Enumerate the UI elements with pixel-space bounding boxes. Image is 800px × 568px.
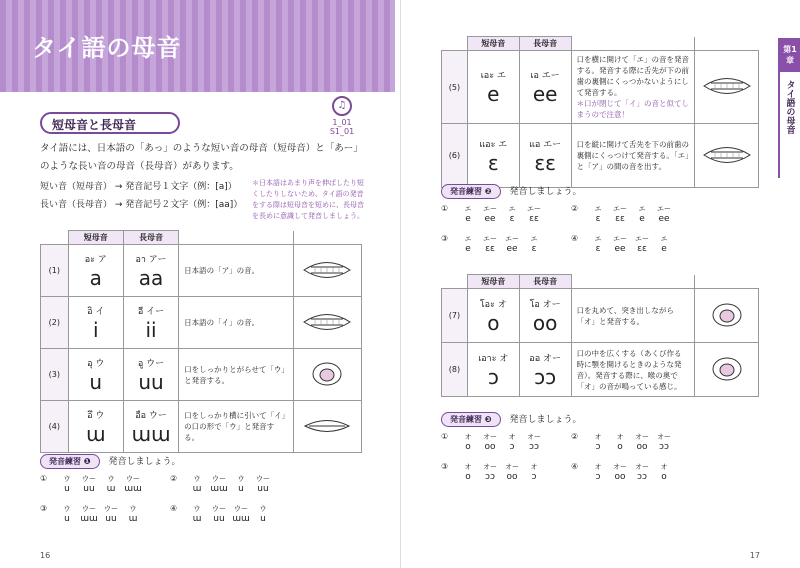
- drill-item: [252, 474, 274, 494]
- long-vowel-cell: [123, 349, 178, 401]
- short-vowel-cell: [68, 297, 123, 349]
- mouth-illustration: [293, 245, 361, 297]
- exercise-3-text: 発音しましょう。: [509, 415, 582, 425]
- drill-kana: エー: [613, 205, 627, 213]
- long-vowel-cell: [123, 245, 178, 297]
- drill-phonetic: uu: [105, 514, 117, 524]
- drill-row: [170, 504, 274, 524]
- drill-phonetic: ɔɔ: [485, 472, 495, 482]
- drill-label: ④: [571, 462, 579, 471]
- exercise-3-drill: [441, 432, 675, 492]
- drill-phonetic: ɔ: [595, 442, 601, 452]
- drill-kana: オー: [527, 433, 541, 441]
- drill-kana: ウー: [212, 505, 226, 513]
- long-phonetic: ɛɛ: [534, 150, 556, 175]
- drill-kana: エー: [527, 205, 541, 213]
- description: [179, 349, 294, 401]
- drill-kana: オ: [530, 463, 538, 471]
- rule-short: 短い音（短母音） → 発音記号１文字（例：[a]）: [40, 182, 237, 192]
- drill-kana: ウ: [129, 505, 137, 513]
- exercise-3-badge: 発音練習 ❸: [441, 412, 501, 427]
- drill-item: [631, 234, 653, 254]
- vowel-row: [41, 349, 362, 401]
- drill-kana: オー: [613, 463, 627, 471]
- drill-phonetic: u: [260, 514, 266, 524]
- vowel-table-right-2: [441, 274, 759, 397]
- page-number-right: 17: [749, 551, 760, 560]
- drill-item: [609, 432, 631, 452]
- right-page: [400, 0, 800, 568]
- drill-item: [653, 204, 675, 224]
- long-vowel-cell: [519, 124, 571, 188]
- row-number: (1): [41, 245, 69, 297]
- drill-row: [40, 504, 144, 524]
- drill-item: [609, 234, 631, 254]
- drill-kana: ウ: [237, 475, 245, 483]
- short-thai: เอาะ オ: [478, 353, 509, 364]
- exercise-1-text: 発音しましょう。: [108, 457, 181, 467]
- short-vowel-cell: [467, 343, 519, 397]
- short-thai: อุ ウ: [87, 358, 105, 369]
- drill-kana: オー: [635, 463, 649, 471]
- long-vowel-cell: [123, 297, 178, 349]
- drill-item: [587, 204, 609, 224]
- chapter-title: タイ語の母音: [784, 80, 795, 134]
- exercise-2-text: 発音しましょう。: [509, 187, 582, 197]
- description-text: 日本語の「イ」の音。: [184, 318, 260, 327]
- mouth-illustration: [695, 124, 759, 188]
- drill-phonetic: ɛ: [595, 214, 601, 224]
- description-text: 口をしっかり横に引いて「イ」の口の形で「ウ」と発音する。: [184, 411, 286, 442]
- head-short-3: 短母音: [467, 275, 519, 289]
- drill-item: [479, 204, 501, 224]
- long-thai: เอ エー: [530, 71, 560, 81]
- short-thai: โอะ オ: [479, 299, 507, 310]
- drill-item: [479, 462, 501, 482]
- drill-item: [56, 474, 78, 494]
- long-phonetic: ii: [145, 317, 157, 342]
- drill-item: [479, 432, 501, 452]
- drill-kana: ウー: [82, 475, 96, 483]
- exercise-1-badge: 発音練習 ❶: [40, 454, 100, 469]
- drill-phonetic: ɛɛ: [485, 244, 495, 254]
- drill-item: [609, 462, 631, 482]
- head-long-2: 長母音: [519, 37, 571, 51]
- drill-row: [571, 462, 675, 482]
- note: ＊日本語はあまり声を伸ばしたり短くしたりしないため、タイ語の発音をする際は短母音を短めに、長母音を長めに意識して発音しましょう。: [252, 179, 364, 220]
- drill-item: [100, 474, 122, 494]
- drill-phonetic: ee: [614, 244, 626, 254]
- drill-item: [457, 462, 479, 482]
- drill-item: [100, 504, 122, 524]
- drill-item: [587, 462, 609, 482]
- long-thai: โอ オー: [529, 299, 561, 310]
- drill-row: [441, 204, 545, 224]
- short-phonetic: e: [487, 82, 500, 106]
- drill-phonetic: ɯ: [192, 514, 202, 524]
- row-number: (2): [41, 297, 69, 349]
- drill-item: [523, 204, 545, 224]
- drill-item: [186, 504, 208, 524]
- drill-phonetic: uu: [83, 484, 95, 494]
- drill-kana: ウ: [259, 505, 267, 513]
- drill-item: [252, 504, 274, 524]
- vowel-row: [41, 401, 362, 453]
- drill-phonetic: u: [64, 484, 70, 494]
- headphones-icon: ♫: [332, 96, 352, 116]
- long-thai: ออ オー: [529, 353, 561, 364]
- drill-kana: エ: [464, 235, 472, 243]
- drill-phonetic: ɯɯ: [124, 484, 142, 494]
- drill-kana: エー: [613, 235, 627, 243]
- drill-label: ③: [441, 234, 449, 243]
- vowel-row: [442, 124, 759, 188]
- drill-kana: エー: [635, 235, 649, 243]
- short-thai: อะ ア: [84, 254, 107, 265]
- drill-kana: エー: [483, 205, 497, 213]
- drill-row: [441, 462, 545, 482]
- mouth-illustration: [695, 343, 759, 397]
- drill-label: ①: [441, 204, 449, 213]
- drill-kana: エ: [594, 235, 602, 243]
- drill-phonetic: oo: [614, 472, 626, 482]
- drill-kana: エ: [638, 205, 646, 213]
- head-short: 短母音: [68, 231, 123, 245]
- long-thai: แอ エー: [529, 139, 562, 150]
- drill-phonetic: ɛɛ: [615, 214, 625, 224]
- exercise-2-drill: [441, 204, 675, 264]
- drill-item: [230, 474, 252, 494]
- long-phonetic: oo: [532, 310, 558, 335]
- drill-item: [631, 462, 653, 482]
- description: [571, 343, 694, 397]
- drill-kana: エ: [594, 205, 602, 213]
- drill-phonetic: ɯ: [106, 484, 116, 494]
- drill-item: [457, 432, 479, 452]
- drill-kana: オ: [616, 433, 624, 441]
- drill-item: [587, 432, 609, 452]
- chapter-tab: [778, 38, 800, 178]
- mouth-illustration: [695, 289, 759, 343]
- drill-kana: オ: [660, 463, 668, 471]
- drill-phonetic: ɯɯ: [210, 484, 228, 494]
- mouth-illustration: [293, 401, 361, 453]
- drill-item: [78, 504, 100, 524]
- description-text: 口を丸めて、突き出しながら「オ」と発音する。: [576, 305, 674, 326]
- audio-track-1: 1_01: [332, 118, 352, 127]
- drill-phonetic: ɛ: [509, 214, 515, 224]
- short-vowel-cell: [467, 124, 519, 188]
- drill-phonetic: ee: [658, 214, 670, 224]
- intro-text: タイ語には、日本語の「あっ」のような短い音の母音（短母音）と「あー」のような長い音の母音（長母音）があります。: [40, 143, 358, 172]
- drill-kana: ウー: [234, 505, 248, 513]
- drill-phonetic: e: [661, 244, 667, 254]
- long-phonetic: ee: [532, 82, 558, 106]
- long-thai: อือ ウー: [135, 410, 167, 421]
- drill-label: ②: [571, 204, 579, 213]
- drill-kana: オー: [483, 433, 497, 441]
- drill-kana: オー: [657, 433, 671, 441]
- drill-label: ④: [170, 504, 178, 513]
- drill-row: [40, 474, 144, 494]
- drill-kana: オー: [635, 433, 649, 441]
- short-vowel-cell: [68, 245, 123, 297]
- drill-phonetic: o: [465, 472, 471, 482]
- row-number: (6): [442, 124, 468, 188]
- description: [179, 401, 294, 453]
- drill-item: [631, 204, 653, 224]
- description-text: 口を縦に開けて舌先を下の前歯の裏側にくっつけて発音する。「エ」と「ア」の間の音を出す。: [576, 140, 690, 171]
- short-phonetic: ɛ: [487, 150, 499, 175]
- vowel-row: [41, 245, 362, 297]
- drill-label: ④: [571, 234, 579, 243]
- drill-item: [609, 204, 631, 224]
- long-phonetic: ɯɯ: [131, 421, 171, 446]
- vowel-table-right-1: [441, 36, 759, 188]
- drill-phonetic: ɛɛ: [637, 244, 647, 254]
- drill-row: [441, 432, 545, 452]
- long-vowel-cell: [123, 401, 178, 453]
- drill-kana: オー: [505, 463, 519, 471]
- drill-kana: ウ: [107, 475, 115, 483]
- drill-kana: ウ: [63, 475, 71, 483]
- drill-label: ②: [170, 474, 178, 483]
- drill-item: [78, 474, 100, 494]
- drill-kana: エ: [660, 235, 668, 243]
- short-phonetic: i: [92, 317, 99, 342]
- long-phonetic: uu: [138, 369, 164, 394]
- drill-kana: ウー: [126, 475, 140, 483]
- rules: [40, 178, 242, 214]
- drill-kana: オ: [594, 433, 602, 441]
- title-banner: [0, 0, 395, 92]
- mouth-illustration: [293, 297, 361, 349]
- audio-track-2: S1_01: [329, 127, 355, 136]
- row-number: (8): [442, 343, 468, 397]
- drill-phonetic: u: [64, 514, 70, 524]
- short-thai: แอะ エ: [479, 139, 508, 150]
- drill-kana: ウ: [193, 475, 201, 483]
- drill-label: ③: [441, 462, 449, 471]
- drill-kana: エー: [483, 235, 497, 243]
- drill-item: [457, 204, 479, 224]
- drill-phonetic: oo: [484, 442, 496, 452]
- drill-phonetic: ɯ: [192, 484, 202, 494]
- head-long-3: 長母音: [519, 275, 571, 289]
- drill-item: [501, 234, 523, 254]
- drill-phonetic: ɔɔ: [637, 472, 647, 482]
- long-thai: อา アー: [135, 254, 167, 265]
- drill-phonetic: ɯ: [128, 514, 138, 524]
- drill-kana: ウ: [193, 505, 201, 513]
- drill-phonetic: o: [617, 442, 623, 452]
- drill-phonetic: ɔ: [509, 442, 515, 452]
- description: [571, 124, 694, 188]
- drill-item: [230, 504, 252, 524]
- short-phonetic: u: [89, 369, 103, 394]
- drill-item: [501, 462, 523, 482]
- long-phonetic: ɔɔ: [534, 364, 557, 389]
- short-vowel-cell: [467, 51, 519, 124]
- vowel-table-left: [40, 230, 362, 453]
- description-text: 口をしっかりとがらせて「ウ」と発音する。: [184, 364, 286, 385]
- long-thai: อี イー: [137, 306, 165, 317]
- short-phonetic: ɯ: [86, 421, 106, 446]
- drill-kana: ウー: [212, 475, 226, 483]
- drill-phonetic: ɔɔ: [529, 442, 539, 452]
- drill-row: [170, 474, 274, 494]
- short-vowel-cell: [467, 289, 519, 343]
- short-phonetic: a: [89, 265, 102, 290]
- drill-kana: エ: [464, 205, 472, 213]
- drill-phonetic: ɛ: [595, 244, 601, 254]
- drill-label: ②: [571, 432, 579, 441]
- drill-kana: ウー: [82, 505, 96, 513]
- drill-kana: エ: [508, 205, 516, 213]
- page-title: タイ語の母音: [32, 34, 182, 62]
- drill-item: [631, 432, 653, 452]
- drill-phonetic: e: [465, 214, 471, 224]
- drill-kana: エー: [505, 235, 519, 243]
- drill-item: [56, 504, 78, 524]
- row-number: (5): [442, 51, 468, 124]
- drill-item: [587, 234, 609, 254]
- long-vowel-cell: [519, 343, 571, 397]
- drill-phonetic: u: [238, 484, 244, 494]
- section-heading: 短母音と長母音: [40, 112, 180, 134]
- short-phonetic: ɔ: [487, 364, 499, 389]
- drill-kana: エー: [657, 205, 671, 213]
- short-thai: เอะ エ: [480, 71, 506, 81]
- drill-item: [501, 432, 523, 452]
- drill-kana: オー: [483, 463, 497, 471]
- drill-item: [122, 504, 144, 524]
- drill-item: [653, 462, 675, 482]
- exercise-2-title: [441, 184, 581, 199]
- description: [571, 51, 694, 124]
- drill-kana: ウー: [256, 475, 270, 483]
- drill-item: [208, 474, 230, 494]
- head-long: 長母音: [123, 231, 178, 245]
- drill-kana: オ: [508, 433, 516, 441]
- row-number: (3): [41, 349, 69, 401]
- drill-item: [653, 234, 675, 254]
- description-text: 日本語の「ア」の音。: [184, 266, 260, 275]
- short-thai: อึ ウ: [87, 410, 105, 421]
- drill-item: [501, 204, 523, 224]
- description: [571, 289, 694, 343]
- drill-row: [571, 204, 675, 224]
- mouth-illustration: [293, 349, 361, 401]
- drill-phonetic: ɔ: [531, 472, 537, 482]
- description-text: 口を横に開けて「エ」の音を発音する。発音する際に舌先が下の前歯の裏側にくっつかないようにして発音する。: [576, 55, 690, 97]
- drill-phonetic: e: [639, 214, 645, 224]
- drill-item: [208, 504, 230, 524]
- drill-item: [457, 234, 479, 254]
- drill-phonetic: oo: [636, 442, 648, 452]
- chapter-number: 第1章: [780, 38, 800, 72]
- drill-kana: ウ: [63, 505, 71, 513]
- drill-item: [653, 432, 675, 452]
- vowel-row: [442, 51, 759, 124]
- drill-kana: オ: [464, 463, 472, 471]
- drill-item: [122, 474, 144, 494]
- exercise-2-badge: 発音練習 ❷: [441, 184, 501, 199]
- exercise-1-title: [40, 454, 180, 469]
- drill-phonetic: e: [465, 244, 471, 254]
- long-phonetic: aa: [138, 265, 164, 290]
- drill-phonetic: oo: [506, 472, 518, 482]
- mouth-illustration: [695, 51, 759, 124]
- drill-phonetic: ɔɔ: [659, 442, 669, 452]
- drill-row: [441, 234, 545, 254]
- drill-label: ①: [441, 432, 449, 441]
- drill-phonetic: ɯɯ: [80, 514, 98, 524]
- vowel-row: [442, 289, 759, 343]
- long-thai: อู ウー: [137, 358, 165, 369]
- drill-row: [571, 234, 675, 254]
- vowel-row: [41, 297, 362, 349]
- short-thai: อิ イ: [87, 306, 105, 317]
- drill-phonetic: o: [661, 472, 667, 482]
- row-number: (7): [442, 289, 468, 343]
- drill-phonetic: ɛɛ: [529, 214, 539, 224]
- drill-phonetic: uu: [213, 514, 225, 524]
- vowel-row: [442, 343, 759, 397]
- drill-phonetic: ɯɯ: [232, 514, 250, 524]
- drill-item: [523, 432, 545, 452]
- drill-kana: オ: [464, 433, 472, 441]
- drill-phonetic: ee: [506, 244, 518, 254]
- rule-long: 長い音（長母音） → 発音記号２文字（例：[aa]）: [40, 200, 243, 210]
- head-short-2: 短母音: [467, 37, 519, 51]
- short-vowel-cell: [68, 349, 123, 401]
- description: [179, 245, 294, 297]
- drill-label: ①: [40, 474, 48, 483]
- drill-item: [523, 234, 545, 254]
- drill-item: [479, 234, 501, 254]
- drill-row: [571, 432, 675, 452]
- page-number-left: 16: [40, 551, 51, 560]
- long-vowel-cell: [519, 51, 571, 124]
- short-phonetic: o: [487, 310, 500, 335]
- drill-phonetic: ɔ: [595, 472, 601, 482]
- description-text: 口の中を広くする（あくび作る時に顎を開けるときのような発音）。発音する際に、喉の奥で「オ」の音が鳴っている感じ。: [576, 348, 682, 391]
- audio-track[interactable]: [322, 96, 362, 136]
- long-vowel-cell: [519, 289, 571, 343]
- drill-label: ③: [40, 504, 48, 513]
- drill-kana: ウー: [104, 505, 118, 513]
- description-note: ＊口が閉じて「イ」の音と似てしまうので注意！: [576, 99, 690, 119]
- drill-item: [186, 474, 208, 494]
- drill-kana: オ: [594, 463, 602, 471]
- drill-kana: エ: [530, 235, 538, 243]
- exercise-1-drill: [40, 474, 274, 534]
- exercise-3-title: [441, 412, 581, 427]
- drill-item: [523, 462, 545, 482]
- drill-phonetic: uu: [257, 484, 269, 494]
- row-number: (4): [41, 401, 69, 453]
- drill-phonetic: o: [465, 442, 471, 452]
- short-vowel-cell: [68, 401, 123, 453]
- drill-phonetic: ee: [484, 214, 496, 224]
- description: [179, 297, 294, 349]
- drill-phonetic: ɛ: [531, 244, 537, 254]
